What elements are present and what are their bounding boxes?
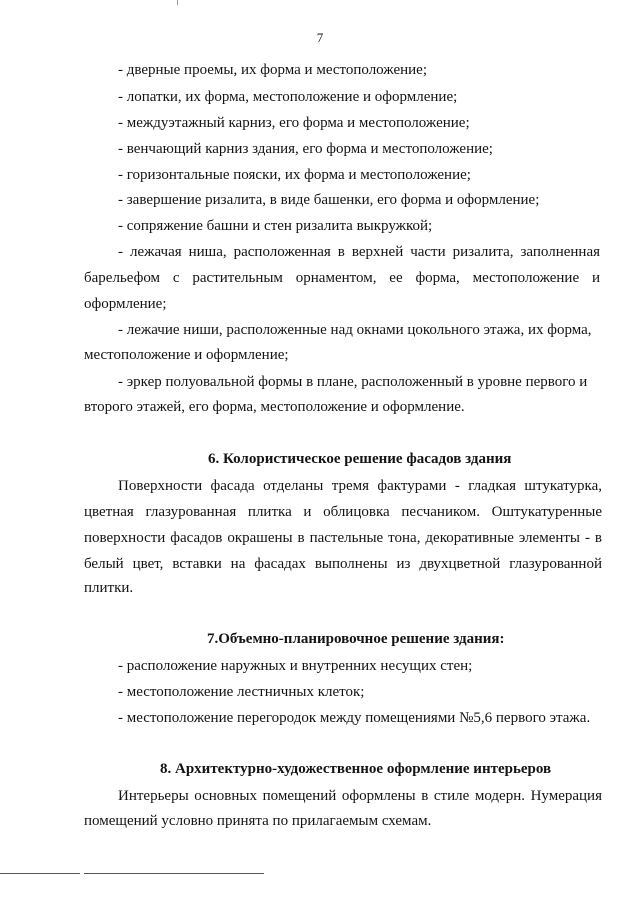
section-7-title: 7.Объемно-планировочное решение здания: [207, 631, 505, 647]
paragraph-line: Интерьеры основных помещений оформлены в стиле модерн. Нумерация [118, 788, 602, 804]
paragraph-line: помещений условно принята по прилагаемым схемам. [84, 813, 432, 829]
section-8-title: 8. Архитектурно-художественное оформление интерьеров [160, 761, 552, 777]
footer-rule [0, 873, 80, 874]
paragraph-line: Поверхности фасада отделаны тремя фактурами - гладкая штукатурка, [118, 478, 602, 494]
list-item-continuation: второго этажей, его форма, местоположение и оформление. [84, 399, 465, 415]
list-item-continuation: барельефом с растительным орнаментом, ее форма, местоположение и [84, 270, 600, 286]
list-item: - лопатки, их форма, местоположение и оформление; [118, 89, 458, 105]
list-item: - горизонтальные пояски, их форма и местоположение; [118, 167, 471, 183]
list-item: - местоположение перегородок между помещениями №5,6 первого этажа. [118, 710, 591, 726]
list-item: - завершение ризалита, в виде башенки, его форма и оформление; [118, 192, 540, 208]
list-item: - лежачие ниши, расположенные над окнами цокольного этажа, их форма, [118, 322, 592, 338]
scan-mark [177, 0, 178, 5]
list-item-continuation: местоположение и оформление; [84, 347, 289, 363]
list-item: - венчающий карниз здания, его форма и местоположение; [118, 141, 493, 157]
list-item: - сопряжение башни и стен ризалита выкружкой; [118, 218, 433, 234]
paragraph-line: белый цвет, вставки на фасадах выполнены из двухцветной глазурованной [84, 556, 602, 572]
list-item: - дверные проемы, их форма и местоположение; [118, 62, 428, 78]
page-number: 7 [316, 30, 324, 45]
footer-rule [84, 873, 264, 874]
section-6-title: 6. Колористическое решение фасадов здания [208, 451, 512, 467]
list-item-continuation: оформление; [84, 296, 167, 312]
paragraph-line: плитки. [84, 580, 134, 596]
paragraph-line: поверхности фасадов окрашены в пастельные тона, декоративные элементы - в [84, 530, 602, 546]
list-item: - междуэтажный карниз, его форма и местоположение; [118, 115, 470, 131]
list-item: - местоположение лестничных клеток; [118, 684, 365, 700]
list-item: - лежачая ниша, расположенная в верхней части ризалита, заполненная [118, 244, 600, 260]
paragraph-line: цветная глазурованная плитка и облицовка песчаником. Оштукатуренные [84, 504, 602, 520]
list-item: - эркер полуовальной формы в плане, расположенный в уровне первого и [118, 374, 588, 390]
list-item: - расположение наружных и внутренних несущих стен; [118, 658, 473, 674]
